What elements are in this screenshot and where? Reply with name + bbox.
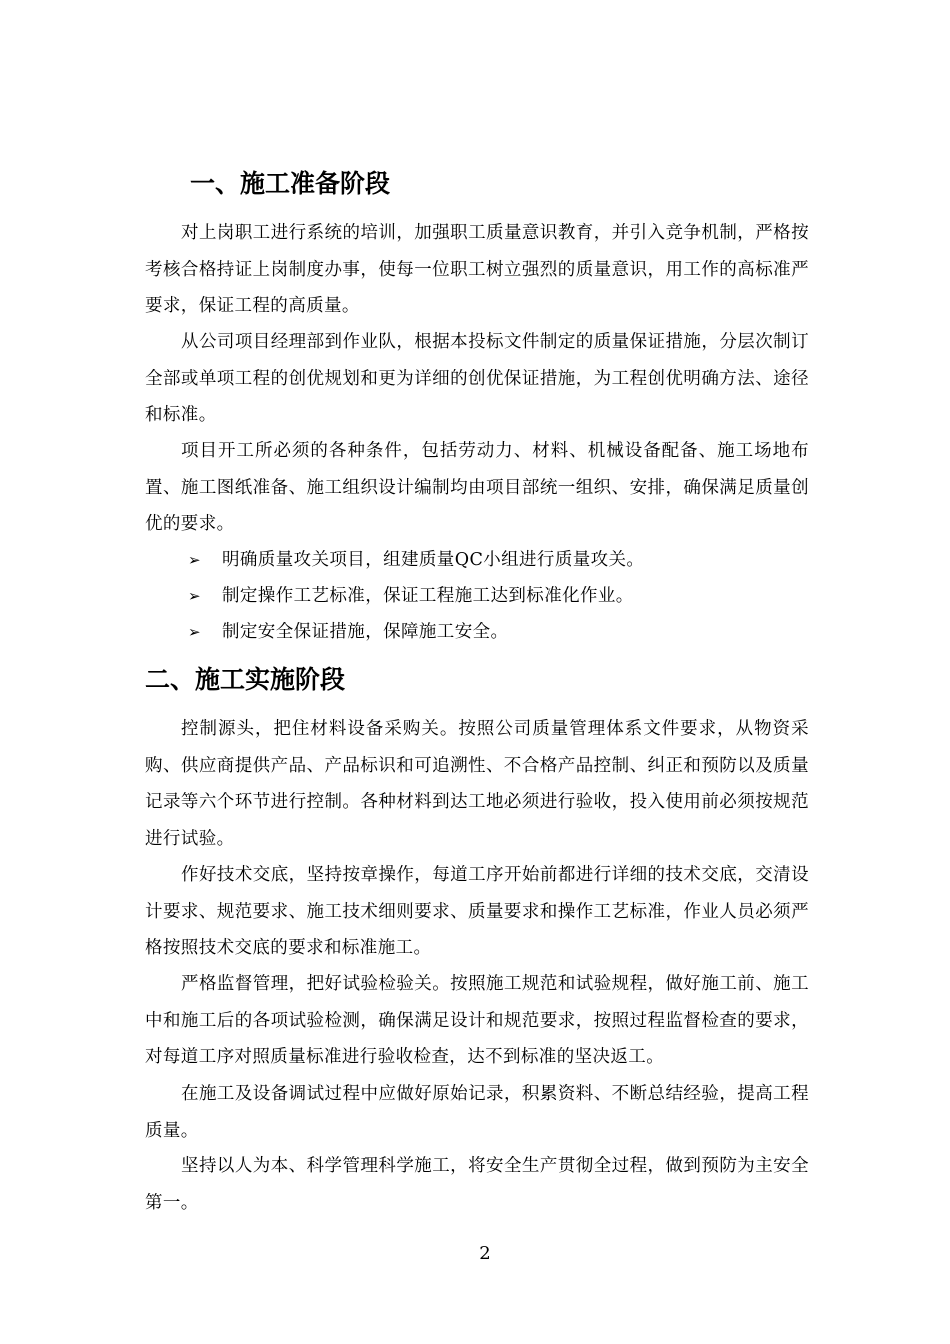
bullet-item (188, 581, 634, 611)
arrow-bullet-icon: ➢ (188, 587, 201, 605)
section-2-paragraph-5: 坚持以人为本、科学管理科学施工，将安全生产贯彻全过程，做到预防为主安全第一。 (145, 1156, 809, 1213)
section-2-paragraph-3: 严格监督管理，把好试验检验关。按照施工规范和试验规程，做好施工前、施工中和施工后的各项试验检测，确保满足设计和规范要求，按照过程监督检查的要求，对每道工序对照质量标准进行验收检查，达不到标准的坚决返工。 (145, 974, 809, 1067)
bullet-text: 制定操作工艺标准，保证工程施工达到标准化作业。 (222, 586, 634, 606)
section-2-paragraph-2: 作好技术交底，坚持按章操作，每道工序开始前都进行详细的技术交底，交清设计要求、规范要求、施工技术细则要求、质量要求和操作工艺标准，作业人员必须严格按照技术交底的要求和标准施工。 (145, 865, 809, 958)
bullet-text: 制定安全保证措施，保障施工安全。 (222, 622, 509, 642)
bullet-item (188, 617, 508, 647)
page-number: 2 (479, 1243, 491, 1264)
section-2-paragraph-4: 在施工及设备调试过程中应做好原始记录，积累资料、不断总结经验，提高工程质量。 (145, 1084, 809, 1141)
section-1-paragraph-3: 项目开工所必须的各种条件，包括劳动力、材料、机械设备配备、施工场地布置、施工图纸准备、施工组织设计编制均由项目部统一组织、安排，确保满足质量创优的要求。 (145, 441, 809, 534)
section-1-heading: 一、施工准备阶段 (190, 169, 391, 198)
arrow-bullet-icon: ➢ (188, 623, 201, 641)
section-1-paragraph-1: 对上岗职工进行系统的培训，加强职工质量意识教育，并引入竞争机制，严格按考核合格持证上岗制度办事，使每一位职工树立强烈的质量意识，用工作的高标准严要求，保证工程的高质量。 (145, 223, 809, 316)
section-2-heading: 二、施工实施阶段 (145, 665, 346, 694)
arrow-bullet-icon: ➢ (188, 551, 201, 569)
section-2-paragraph-1: 控制源头，把住材料设备采购关。按照公司质量管理体系文件要求，从物资采购、供应商提供产品、产品标识和可追溯性、不合格产品控制、纠正和预防以及质量记录等六个环节进行控制。各种材料到达工地必须进行验收，投入使用前必须按规范进行试验。 (145, 719, 809, 849)
bullet-text: 明确质量攻关项目，组建质量QC小组进行质量攻关。 (222, 550, 645, 570)
bullet-item (188, 545, 644, 575)
section-1-paragraph-2: 从公司项目经理部到作业队，根据本投标文件制定的质量保证措施，分层次制订全部或单项工程的创优规划和更为详细的创优保证措施，为工程创优明确方法、途径和标准。 (145, 332, 809, 425)
